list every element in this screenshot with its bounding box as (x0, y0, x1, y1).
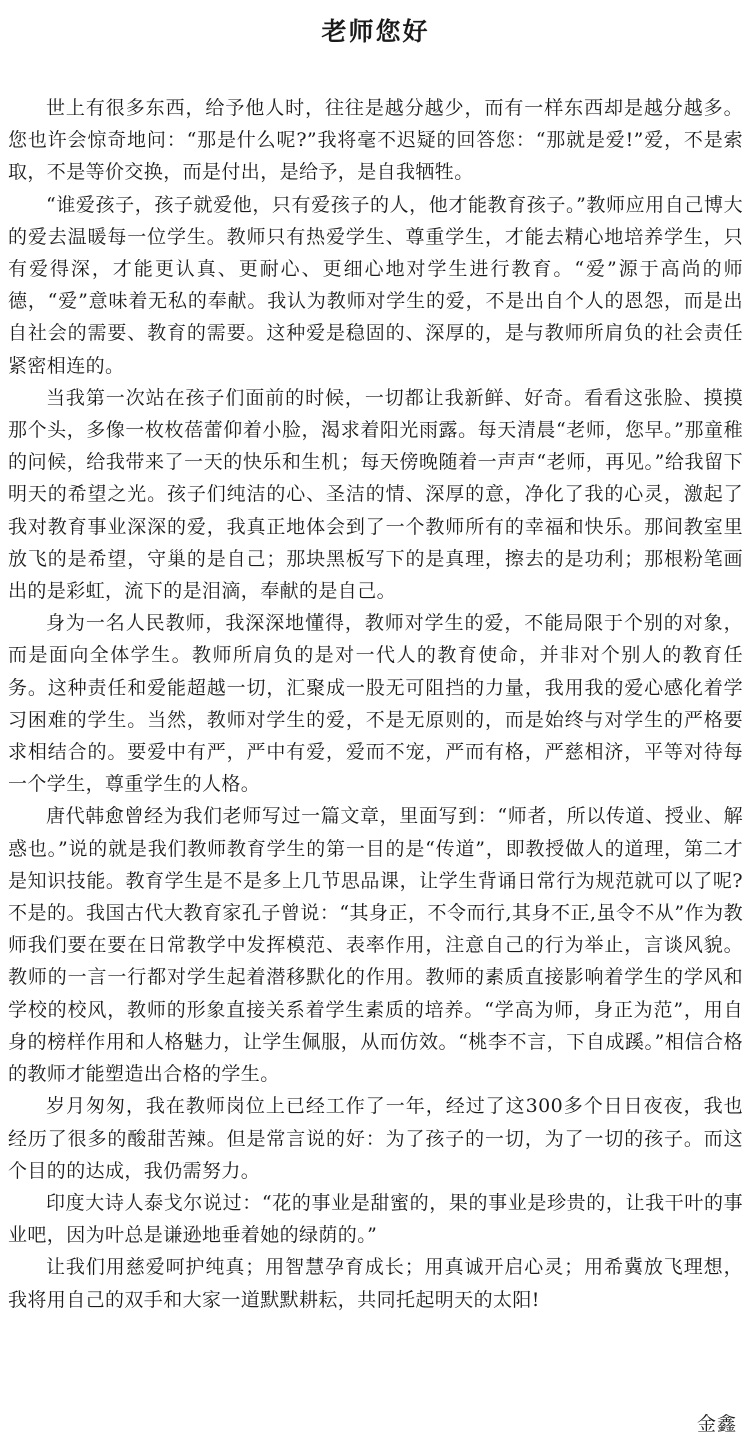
paragraph-5: 唐代韩愈曾经为我们老师写过一篇文章，里面写到：“师者，所以传道、授业、解惑也。”说的就是我们教师教育学生的第一目的是“传道”，即教授做人的道理，第二才是知识技能。教育学生是不是多上几节思品课，让学生背诵日常行为规范就可以了呢?不是的。我国古代大教育家孔子曾说：“其身正，不令而行,其身不正,虽令不从”作为教师我们要在要在日常教学中发挥模范、表率作用，注意自己的行为举止，言谈风貌。教师的一言一行都对学生起着潜移默化的作用。教师的素质直接影响着学生的学风和学校的校风，教师的形象直接关系着学生素质的培养。“学高为师，身正为范”，用自身的榜样作用和人格魅力，让学生佩服，从而仿效。“桃李不言，下自成蹊。”相信合格的教师才能塑造出合格的学生。 (8, 805, 743, 1086)
paragraph-8: 让我们用慈爱呵护纯真；用智慧孕育成长；用真诚开启心灵；用希冀放飞理想，我将用自己的双手和大家一道默默耕耘，共同托起明天的太阳! (8, 1256, 743, 1311)
paragraph-3: 当我第一次站在孩子们面前的时候，一切都让我新鲜、好奇。看看这张脸、摸摸那个头，多像一枚枚蓓蕾仰着小脸，渴求着阳光雨露。每天清晨“老师，您早。”那童稚的问候，给我带来了一天的快乐和生机；每天傍晚随着一声声“老师，再见。”给我留下明天的希望之光。孩子们纯洁的心、圣洁的情、深厚的意，净化了我的心灵，激起了我对教育事业深深的爱，我真正地体会到了一个教师所有的幸福和快乐。那间教室里放飞的是希望，守巢的是自己；那块黑板写下的是真理，擦去的是功利；那根粉笔画出的是彩虹，流下的是泪滴，奉献的是自己。 (8, 386, 743, 603)
author-signature: 金鑫 (696, 1413, 737, 1435)
paragraph-7: 印度大诗人泰戈尔说过：“花的事业是甜蜜的，果的事业是珍贵的，让我干叶的事业吧，因为叶总是谦逊地垂着她的绿荫的。” (8, 1191, 743, 1247)
page-title: 老师您好 (321, 17, 430, 46)
paragraph-6: 岁月匆匆，我在教师岗位上已经工作了一年，经过了这300多个日日夜夜，我也经历了很多的酸甜苦辣。但是常言说的好：为了孩子的一切，为了一切的孩子。而这个目的的达成，我仍需努力。 (8, 1095, 743, 1182)
paragraph-2: “谁爱孩子，孩子就爱他，只有爱孩子的人，他才能教育孩子。”教师应用自己博大的爱去温暖每一位学生。教师只有热爱学生、尊重学生，才能去精心地培养学生，只有爱得深，才能更认真、更耐心、更细心地对学生进行教育。“爱”源于高尚的师德，“爱”意味着无私的奉献。我认为教师对学生的爱，不是出自个人的恩怨，而是出自社会的需要、教育的需要。这种爱是稳固的、深厚的，是与教师所肩负的社会责任紧密相连的。 (8, 193, 743, 377)
essay-body (8, 92, 743, 1316)
paragraph-1: 世上有很多东西，给予他人时，往往是越分越少，而有一样东西却是越分越多。您也许会惊奇地问：“那是什么呢?”我将毫不迟疑的回答您：“那就是爱!”爱，不是索取，不是等价交换，而是付出，是给予，是自我牺牲。 (8, 97, 743, 184)
paragraph-4: 身为一名人民教师，我深深地懂得，教师对学生的爱，不能局限于个别的对象，而是面向全体学生。教师所肩负的是对一代人的教育使命，并非对个别人的教育任务。这种责任和爱能超越一切，汇聚成一股无可阻挡的力量，我用我的爱心感化着学习困难的学生。当然，教师对学生的爱，不是无原则的，而是始终与对学生的严格要求相结合的。要爱中有严，严中有爱，爱而不宠，严而有格，严慈相济，平等对待每一个学生，尊重学生的人格。 (8, 612, 743, 796)
